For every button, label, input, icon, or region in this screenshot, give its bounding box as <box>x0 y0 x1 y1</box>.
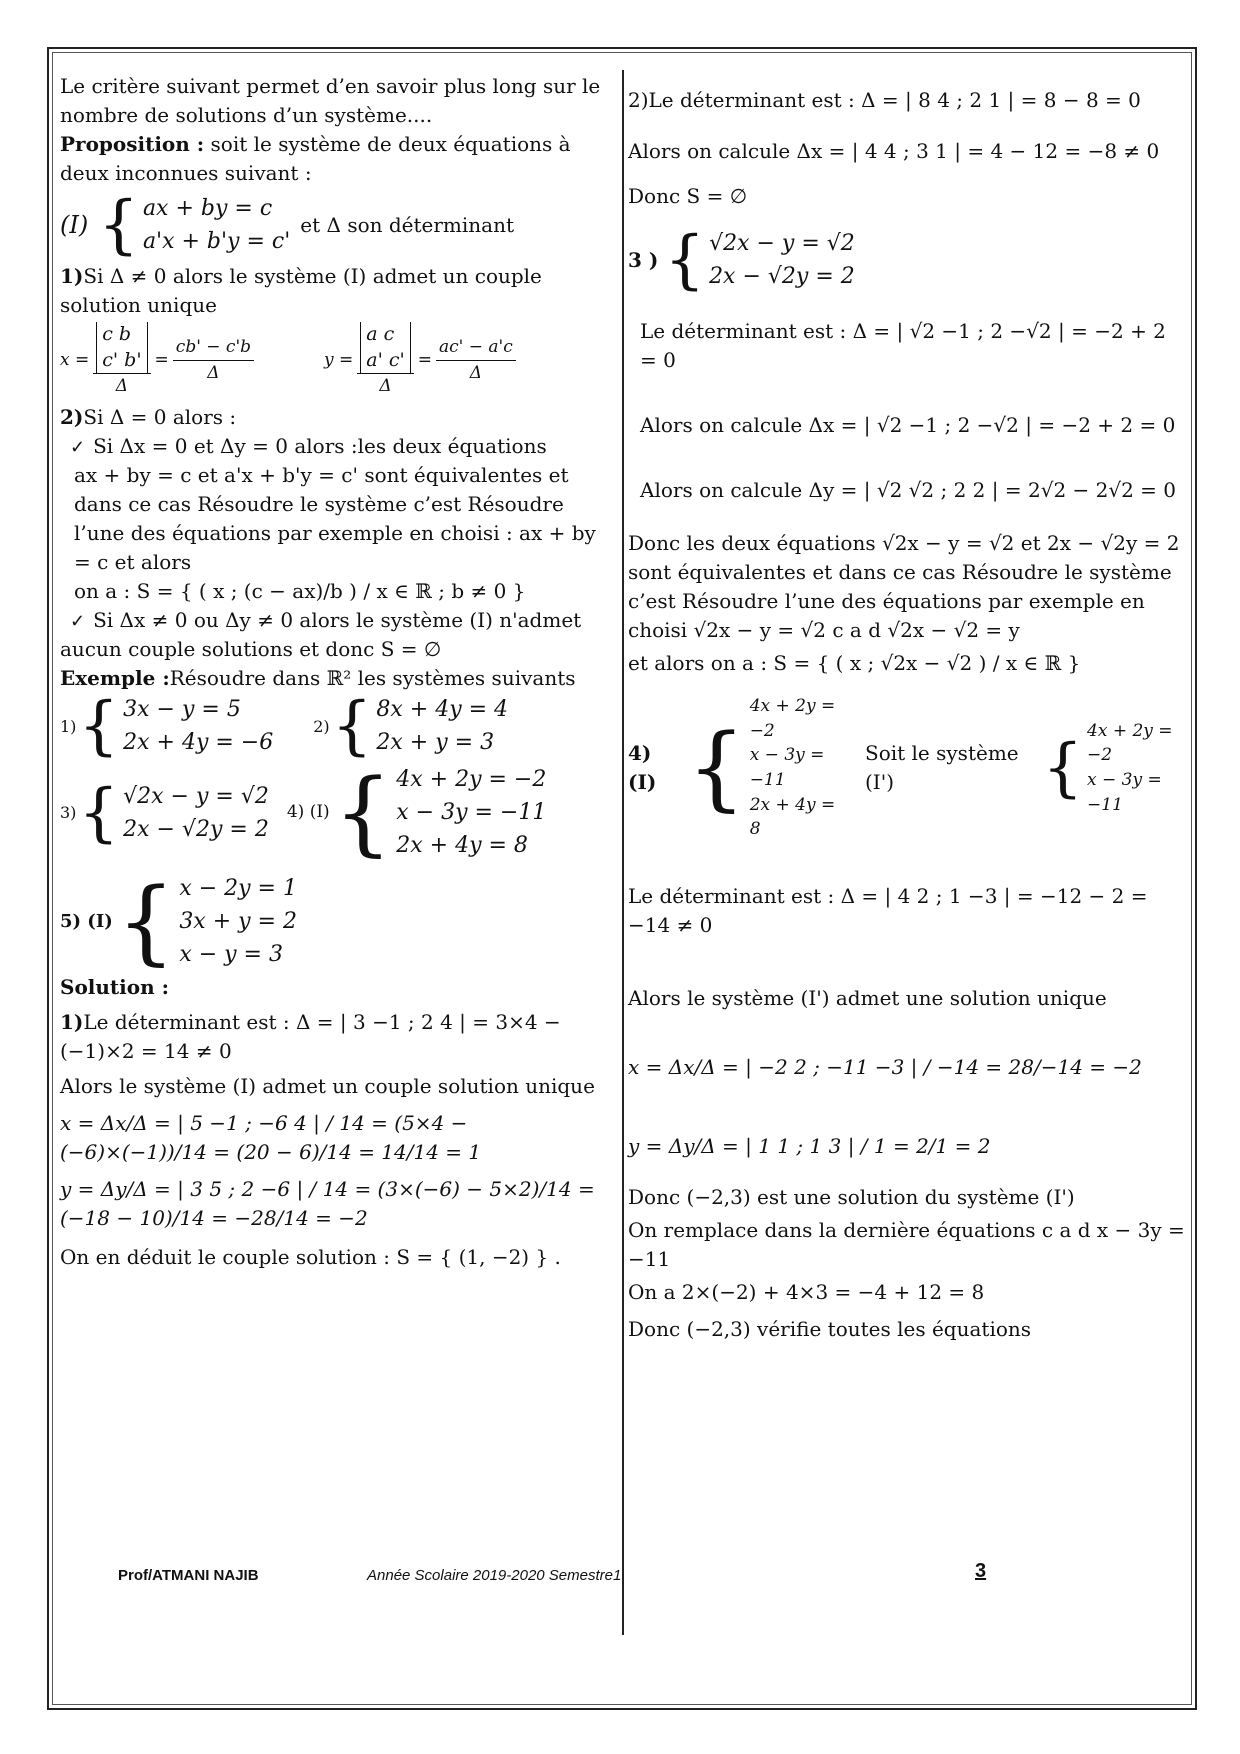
r4-x: x = Δx/Δ = | −2 2 ; −11 −3 | / −14 = 28/−14 = −2 <box>628 1054 1142 1079</box>
general-system-brace <box>98 188 291 262</box>
example-4-system <box>396 763 546 862</box>
solution-1-final: On en déduit le couple solution : S = { (1, −2) } . <box>60 1245 561 1270</box>
r4-eq1: 4x + 2y = −2 <box>749 696 836 741</box>
x-det <box>96 322 147 373</box>
page-number: 3 <box>975 1560 987 1582</box>
example-2-eq2: 2x + y = 3 <box>376 730 495 756</box>
r4-solution: Donc (−2,3) est une solution du système (I') <box>628 1184 1075 1209</box>
example-4-eq2: x − 3y = −11 <box>396 800 547 826</box>
solution-heading <box>60 973 616 1002</box>
bullet-2-text: Si Δx ≠ 0 ou Δy ≠ 0 alors le système (I) n'admet aucun couple solutions et donc S = ∅ <box>60 608 582 662</box>
example-label: Exemple : <box>60 666 170 691</box>
example-2-label: 2) <box>313 716 330 736</box>
r4-eq3: 2x + 4y = 8 <box>749 794 836 840</box>
r4-replace: On remplace dans la dernière équations c a d x − 3y = −11 <box>628 1217 1185 1271</box>
case-1-number: 1) <box>60 264 84 288</box>
case-2 <box>60 403 616 432</box>
example-5: 5) (I) { x − 2y = 1 3x + y = 2 x − y = 3 <box>60 867 297 975</box>
example-3-label: 3) <box>60 803 77 823</box>
footer-author: Prof/ATMANI NAJIB <box>118 1567 259 1584</box>
case-1 <box>60 262 616 320</box>
r3-eq1: √2x − y = √2 <box>709 231 855 256</box>
solution-1-x: x = Δx/Δ = | 5 −1 ; −6 4 | / 14 = (5×4 − (−6)×(−1))/14 = (20 − 6)/14 = 14/14 = 1 <box>60 1111 482 1165</box>
r4-final: Donc (−2,3) vérifie toutes les équations <box>628 1316 1032 1341</box>
example-4-eq3: 2x + 4y = 8 <box>396 833 528 859</box>
y-det-row2: a' c' <box>366 348 405 371</box>
proposition-text: soit le système de deux équations à deux inconnues suivant : <box>60 132 571 185</box>
r3-det: Le déterminant est : Δ = | √2 −1 ; 2 −√2 | = −2 + 2 = 0 <box>640 319 1166 372</box>
examples-1-2: 1) { 3x − y = 5 2x + 4y = −6 2) { 8x + 4y = 4 2x + y = 3 <box>60 689 509 764</box>
example-1-system <box>123 693 273 759</box>
column-divider <box>622 70 624 1635</box>
r4-sub-eq2: x − 3y = −11 <box>1087 769 1162 815</box>
r2-dx: Alors on calcule Δx = | 4 4 ; 3 1 | = 4 − 12 = −8 ≠ 0 <box>628 139 1160 163</box>
example-5-system <box>179 872 297 971</box>
bullet-1 <box>60 432 616 461</box>
x-det-row2: c' b' <box>102 348 142 371</box>
r4-conclusion: Alors le système (I') admet une solution unique <box>628 985 1107 1010</box>
r3-dx: Alors on calcule Δx = | √2 −1 ; 2 −√2 | = −2 + 2 = 0 <box>640 413 1176 437</box>
case-1-text: Si Δ ≠ 0 alors le système (I) admet un couple solution unique <box>60 264 542 317</box>
example-5-eq3: x − y = 3 <box>179 942 283 968</box>
r4-label: 4) (I) <box>628 740 657 794</box>
x-denominator: Δ <box>115 376 129 397</box>
r4-sub-eq1: 4x + 2y = −2 <box>1087 720 1173 766</box>
y-result-numerator: ac' − a'c <box>436 335 516 361</box>
system-name: (I) <box>60 210 89 239</box>
bullet-1-solution: on a : S = { ( x ; (c − ax)/b ) / x ∈ ℝ ; b ≠ 0 } <box>74 579 526 604</box>
example-5-eq2: 3x + y = 2 <box>179 909 297 935</box>
left-column <box>60 72 616 1272</box>
case-2-text: Si Δ = 0 alors : <box>83 404 237 429</box>
proposition-label: Proposition : <box>60 132 205 156</box>
solution-1-conclusion: Alors le système (I) admet un couple solution unique <box>60 1074 595 1099</box>
right-column <box>628 86 1188 1344</box>
r4-y: y = Δy/Δ = | 1 1 ; 1 3 | / 1 = 2/1 = 2 <box>628 1133 991 1158</box>
r4-eq2: x − 3y = −11 <box>749 745 825 790</box>
r3-dy: Alors on calcule Δy = | √2 √2 ; 2 2 | = 2√2 − 2√2 = 0 <box>640 478 1177 502</box>
example-2-eq1: 8x + 4y = 4 <box>376 697 509 723</box>
brace-icon: { <box>98 188 139 262</box>
example-3-eq2: 2x − √2y = 2 <box>123 816 269 842</box>
solution-1-det: Le déterminant est : Δ = | 3 −1 ; 2 4 | = 3×4 − (−1)×2 = 14 ≠ 0 <box>60 1010 561 1064</box>
cramer-formulas <box>60 322 616 399</box>
bullet-1-text: Si Δx = 0 et Δy = 0 alors :les deux équations <box>93 433 547 458</box>
x-result-numerator: cb' − c'b <box>173 335 254 361</box>
system-eq1: ax + by = c <box>142 196 273 221</box>
examples-3-4: 3) { √2x − y = √2 2x − √2y = 2 4) (I) { 4x + 2y = −2 x − 3y = −11 2x + 4y = 8 <box>60 758 547 866</box>
example-1-eq2: 2x + 4y = −6 <box>123 730 274 756</box>
example-2-system <box>376 693 508 759</box>
checkmark-icon: ✓ <box>70 436 86 458</box>
example-3-eq1: √2x − y = √2 <box>123 783 269 809</box>
r3-eq2: 2x − √2y = 2 <box>709 264 855 289</box>
r3-text: Donc les deux équations √2x − y = √2 et 2x − √2y = 2 sont équivalentes et dans ce cas Résoudre le système c’est Résoudre l’une des équations par exemple en choisi √2x − y = √2 c a d √2x − √2 = y <box>628 531 1180 642</box>
r3-solution: et alors on a : S = { ( x ; √2x − √2 ) / x ∈ ℝ } <box>628 651 1081 675</box>
r4-system: 4) (I) { 4x + 2y = −2 x − 3y = −11 2x + 4y = 8 Soit le système (I') { 4x + 2y = −2 x − 3y = −11 <box>628 694 1188 842</box>
r2-conclusion: Donc S = ∅ <box>628 184 748 208</box>
y-formula: y = a c a' c' Δ = $\frac{ac' - a'c}{\Delta}$ <box>324 322 516 399</box>
x-formula: x = c b c' b' Δ = $\frac{cb' - c'b}{\Delta}$ <box>60 322 254 399</box>
solution-1-number: 1) <box>60 1010 84 1035</box>
solution-1 <box>60 1008 616 1066</box>
system-tail: et Δ son déterminant <box>300 212 515 237</box>
example-1-label: 1) <box>60 716 77 736</box>
r4-soit: Soit le système (I') <box>865 740 1019 794</box>
bullet-1-equations: ax + by = c et a'x + b'y = c' sont équivalentes et dans ce cas Résoudre le système c’est Résoudre l’une des équations par exemple en choisi : ax + by = c et alors <box>74 463 596 575</box>
case-2-number: 2) <box>60 404 84 429</box>
example-4-label: 4) (I) <box>286 802 330 823</box>
example-5-eq1: x − 2y = 1 <box>179 876 297 902</box>
example-5-label: 5) (I) <box>60 910 113 932</box>
intro-text: Le critère suivant permet d’en savoir plus long sur le nombre de solutions d’un système.... <box>60 74 601 127</box>
solution-label: Solution : <box>60 975 169 1000</box>
bullet-2 <box>60 606 616 664</box>
y-det-row1: a c <box>366 323 395 345</box>
r3-label: 3 ) <box>628 247 659 272</box>
footer-year: Année Scolaire 2019-2020 Semestre1 <box>367 1567 622 1584</box>
system-eq2: a'x + b'y = c' <box>142 229 291 254</box>
general-system <box>60 188 616 262</box>
r4-calc: On a 2×(−2) + 4×3 = −4 + 12 = 8 <box>628 1279 985 1304</box>
checkmark-icon: ✓ <box>70 611 86 633</box>
proposition <box>60 130 616 188</box>
y-det <box>360 322 410 373</box>
x-fraction <box>93 322 150 399</box>
example-4-eq1: 4x + 2y = −2 <box>396 767 547 793</box>
x-det-row1: c b <box>102 323 132 345</box>
example-1-eq1: 3x − y = 5 <box>123 697 241 723</box>
example-text: Résoudre dans ℝ² les systèmes suivants <box>169 666 576 691</box>
r3-system: 3 ) { √2x − y = √2 2x − √2y = 2 <box>628 223 855 297</box>
r2-det: 2)Le déterminant est : Δ = | 8 4 ; 2 1 | = 8 − 8 = 0 <box>628 88 1141 112</box>
r4-det: Le déterminant est : Δ = | 4 2 ; 1 −3 | = −12 − 2 = −14 ≠ 0 <box>628 883 1148 937</box>
example-3-system <box>123 780 269 846</box>
solution-1-y: y = Δy/Δ = | 3 5 ; 2 −6 | / 14 = (3×(−6) − 5×2)/14 = (−18 − 10)/14 = −28/14 = −2 <box>60 1177 595 1231</box>
